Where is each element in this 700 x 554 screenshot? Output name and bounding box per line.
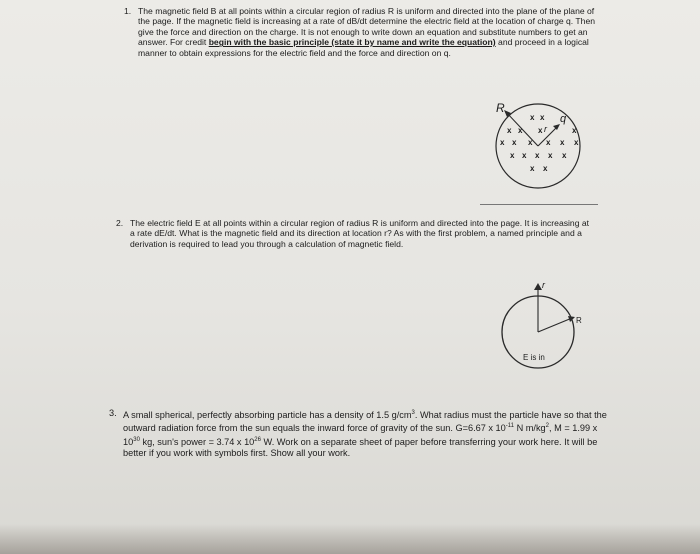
label-r: r xyxy=(544,124,547,134)
q3-sup: 3 xyxy=(411,410,415,416)
question-1-text xyxy=(138,6,596,58)
electric-field-figure xyxy=(488,278,598,378)
field-x: x xyxy=(546,138,551,147)
q3-part: , M = 1.99 x 10 xyxy=(123,423,598,447)
question-1 xyxy=(124,6,596,58)
page-bottom-shadow xyxy=(0,524,700,554)
q3-part: A small spherical, perfectly absorbing particle has a density of 1.5 g/cm xyxy=(123,410,412,421)
field-x: x xyxy=(572,126,577,135)
q3-sup: 26 xyxy=(254,436,261,443)
field-x: x xyxy=(574,138,579,147)
field-x: x xyxy=(540,113,545,122)
label-q: q xyxy=(560,113,567,125)
field-x: x xyxy=(528,138,533,147)
question-3-number: 3. xyxy=(109,408,117,418)
question-2 xyxy=(116,218,592,249)
field-x: x xyxy=(530,113,535,122)
field-x: x xyxy=(548,151,553,160)
position-arrowhead xyxy=(553,124,560,130)
label-R: R xyxy=(496,101,505,115)
question-2-number: 2. xyxy=(116,218,124,228)
field-x: x xyxy=(522,151,527,160)
question-1-number: 1. xyxy=(124,6,132,16)
question-1-text-part-b: and proceed in a logical manner to obtain expressions for the electric field and the force and direction on q. xyxy=(138,37,589,58)
field-x: x xyxy=(518,126,523,135)
figure-caption: E is in xyxy=(523,353,545,362)
field-x: x xyxy=(543,164,548,173)
label-r: r xyxy=(542,280,545,290)
question-1-emphasis: begin with the basic principle (state it by name and write the equation) xyxy=(208,37,496,48)
radius-arrowhead xyxy=(568,316,575,322)
field-crosses xyxy=(500,113,579,173)
field-x: x xyxy=(510,151,515,160)
position-arrowhead xyxy=(534,283,542,290)
radius-arrow xyxy=(538,318,572,332)
q3-sup: 30 xyxy=(133,436,140,443)
q3-part: kg, sun's power = 3.74 x 10 xyxy=(139,436,255,447)
magnetic-field-figure xyxy=(482,100,592,196)
field-x: x xyxy=(500,138,505,147)
label-R: R xyxy=(576,316,582,325)
question-3-text xyxy=(123,408,607,459)
q3-part: . What radius must the particle have so that the outward radiation force from the sun equals the inward force of gravity of the sun. G=6.67 x 10 xyxy=(123,410,607,434)
section-divider xyxy=(480,204,598,205)
field-x: x xyxy=(535,151,540,160)
question-2-text: The electric field E at all points within a circular region of radius R is uniform and directed into the page. It is increasing at a rate dE/dt. What is the magnetic field and its direction at location r? As with the first problem, a named principle and a derivation is required to lead you through a calculation of magnetic field. xyxy=(130,218,590,249)
field-x: x xyxy=(507,126,512,135)
q3-part: W. Work on a separate sheet of paper before transferring your work here. It will be better if you work with symbols first. Show all your work. xyxy=(123,436,598,458)
question-3 xyxy=(109,408,607,459)
field-x: x xyxy=(538,126,543,135)
field-x: x xyxy=(512,138,517,147)
q3-sup: 2 xyxy=(545,423,550,430)
field-x: x xyxy=(530,164,535,173)
q3-part: N m/kg xyxy=(514,423,546,434)
field-x: x xyxy=(562,151,567,160)
question-1-text-part-a: The magnetic field B at all points within a circular region of radius R is uniform and directed into the plane of the plane of the page. If the magnetic field is increasing at a rate of dB/dt determine the electric field at the location of charge q. Then give the force and direction on the charge. It is not enough to write down an equation and substitute numbers to get an answer. For credit xyxy=(138,6,596,48)
q3-sup: -11 xyxy=(505,423,515,430)
field-x: x xyxy=(560,138,565,147)
